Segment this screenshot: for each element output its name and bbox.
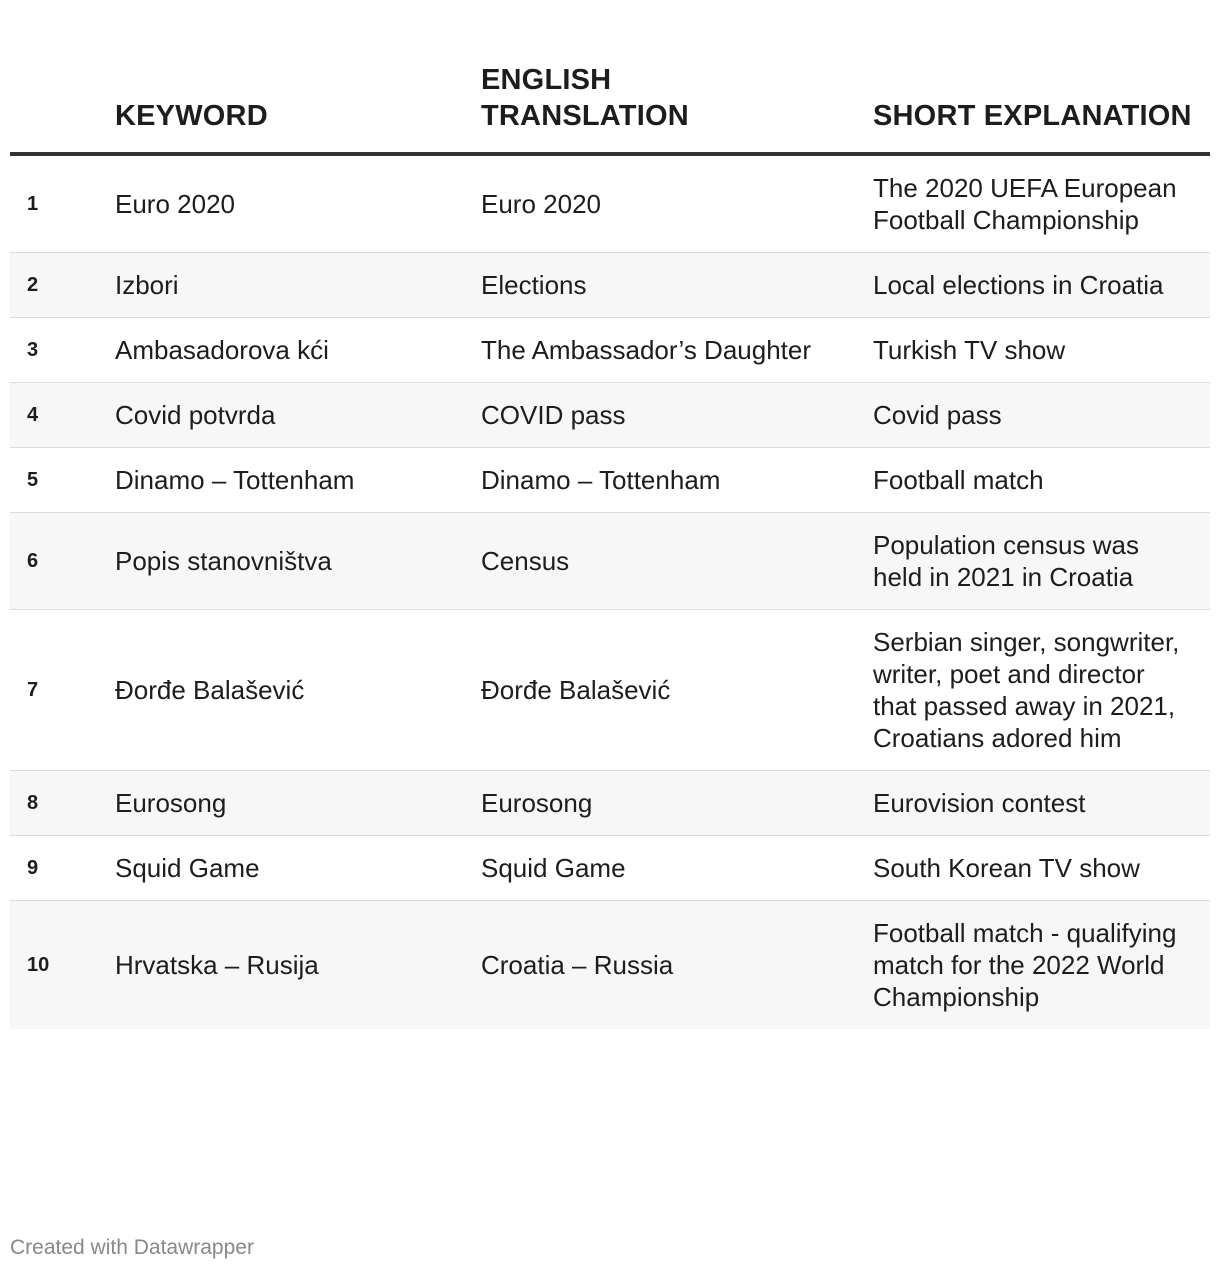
table-row [10,610,1210,771]
cell-explanation: Serbian singer, songwriter, writer, poet and director that passed away in 2021, Croatians adored him [873,610,1210,771]
cell-keyword: Hrvatska – Rusija [115,901,481,1030]
cell-explanation: Turkish TV show [873,318,1210,383]
cell-explanation: Population census was held in 2021 in Croatia [873,513,1210,610]
cell-explanation: The 2020 UEFA European Football Championship [873,154,1210,253]
table-row [10,771,1210,836]
cell-keyword: Eurosong [115,771,481,836]
header-keyword[interactable]: KEYWORD [115,0,481,154]
cell-english: Census [481,513,873,610]
cell-english: The Ambassador’s Daughter [481,318,873,383]
cell-rank: 4 [10,383,115,448]
cell-english: Squid Game [481,836,873,901]
cell-explanation: South Korean TV show [873,836,1210,901]
cell-rank: 5 [10,448,115,513]
cell-english: Elections [481,253,873,318]
cell-english: Eurosong [481,771,873,836]
cell-keyword: Euro 2020 [115,154,481,253]
header-short-explanation[interactable]: SHORT EXPLANATION [873,0,1210,154]
cell-english: Dinamo – Tottenham [481,448,873,513]
cell-rank: 2 [10,253,115,318]
cell-keyword: Covid potvrda [115,383,481,448]
cell-rank: 7 [10,610,115,771]
table-header [10,0,1210,154]
cell-rank: 8 [10,771,115,836]
cell-english: Đorđe Balašević [481,610,873,771]
table-row [10,318,1210,383]
header-english-line2: TRANSLATION [481,100,689,132]
header-english-line1: ENGLISH [481,64,612,96]
table-row [10,513,1210,610]
cell-rank: 1 [10,154,115,253]
cell-rank: 10 [10,901,115,1030]
header-english-translation[interactable] [481,0,873,154]
cell-english: Croatia – Russia [481,901,873,1030]
table-row [10,448,1210,513]
cell-english: Euro 2020 [481,154,873,253]
cell-explanation: Football match - qualifying match for the 2022 World Championship [873,901,1210,1030]
keywords-table [10,0,1210,1029]
cell-english: COVID pass [481,383,873,448]
cell-rank: 9 [10,836,115,901]
cell-keyword: Dinamo – Tottenham [115,448,481,513]
cell-keyword: Đorđe Balašević [115,610,481,771]
table-row [10,253,1210,318]
table-body [10,154,1210,1029]
cell-explanation: Local elections in Croatia [873,253,1210,318]
cell-rank: 3 [10,318,115,383]
table-row [10,154,1210,253]
cell-keyword: Izbori [115,253,481,318]
table-row [10,901,1210,1030]
header-number [10,0,115,154]
footer-credit: Created with Datawrapper [10,1236,254,1259]
cell-keyword: Popis stanovništva [115,513,481,610]
cell-rank: 6 [10,513,115,610]
keywords-table-container [10,0,1210,1029]
cell-explanation: Football match [873,448,1210,513]
table-row [10,836,1210,901]
cell-explanation: Eurovision contest [873,771,1210,836]
table-row [10,383,1210,448]
header-row [10,0,1210,154]
cell-keyword: Ambasadorova kći [115,318,481,383]
cell-explanation: Covid pass [873,383,1210,448]
cell-keyword: Squid Game [115,836,481,901]
